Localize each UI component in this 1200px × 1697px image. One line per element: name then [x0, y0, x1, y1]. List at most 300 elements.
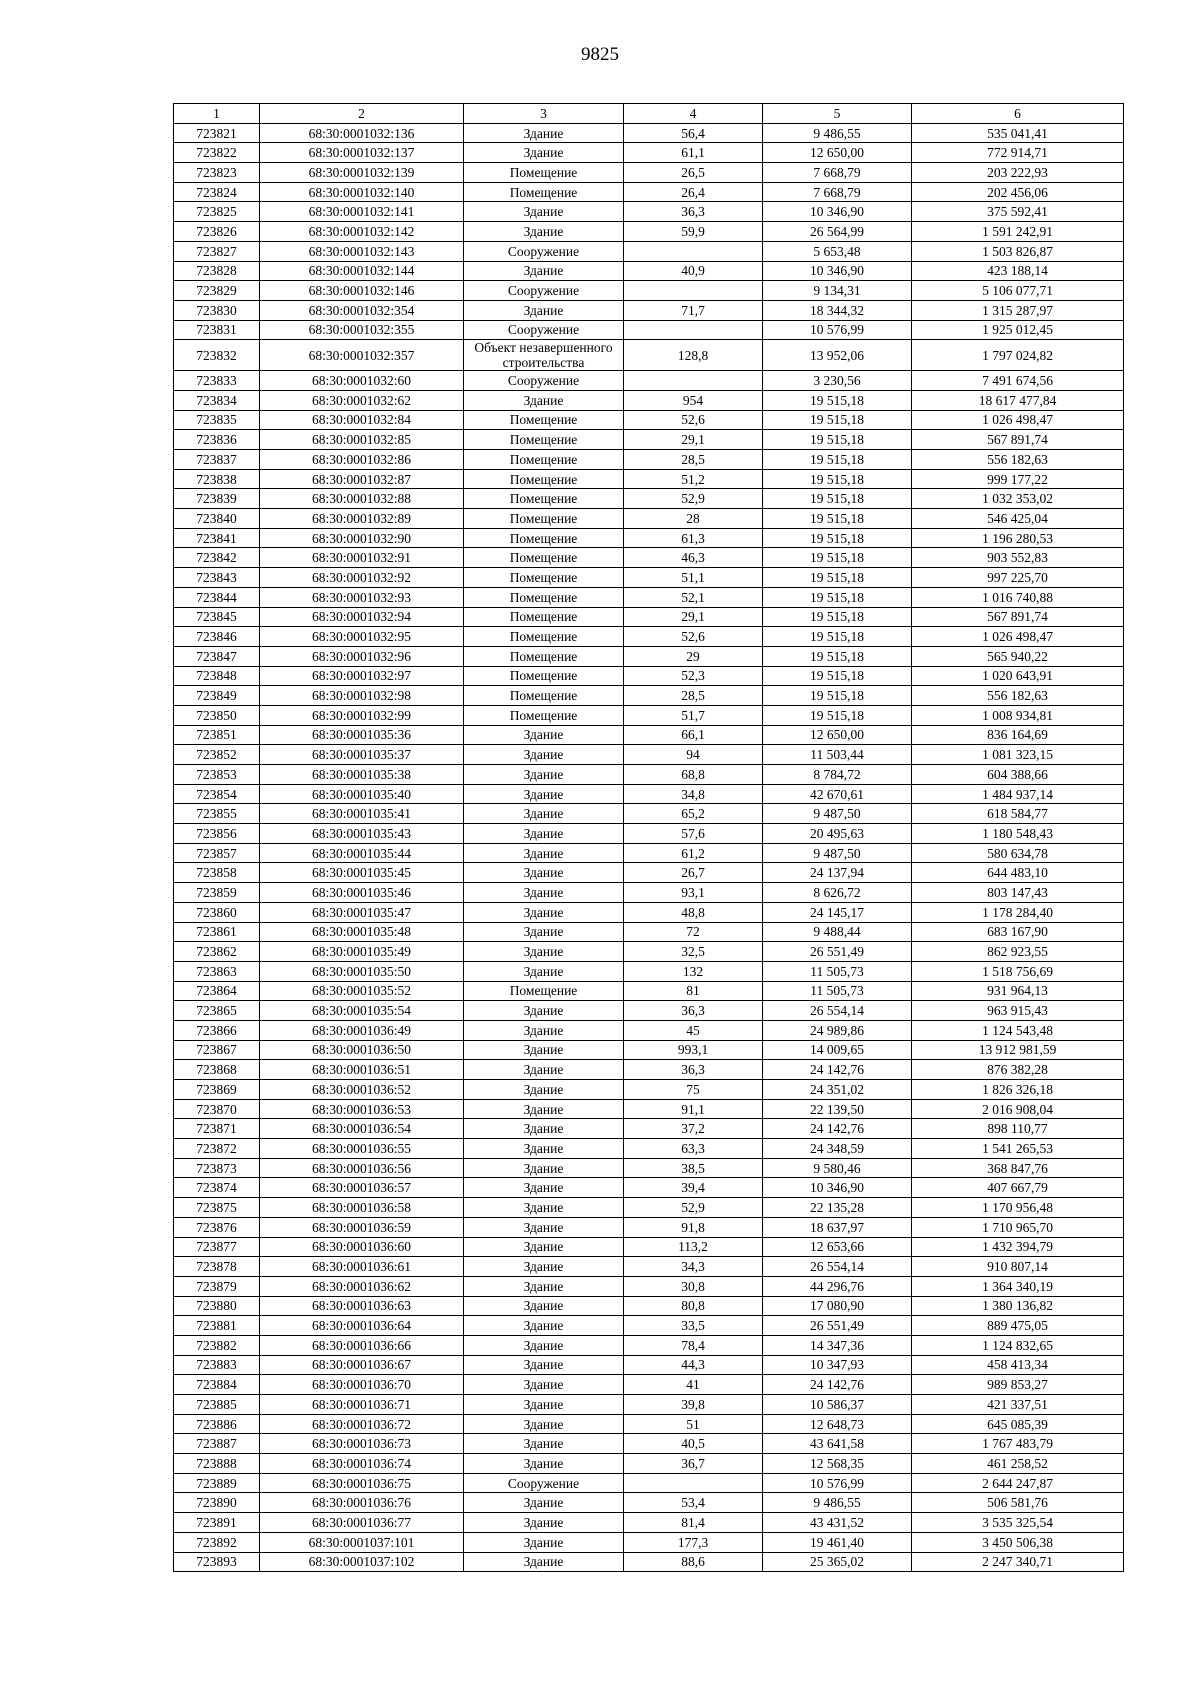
object-type-cell: Здание: [464, 1178, 624, 1198]
area-cell: 80,8: [624, 1296, 763, 1316]
specific-value-cell: 10 576,99: [763, 1473, 912, 1493]
cadastral-value-cell: 556 182,63: [912, 450, 1124, 470]
cadastral-value-cell: 407 667,79: [912, 1178, 1124, 1198]
cadastral-number-cell: 68:30:0001036:62: [260, 1276, 464, 1296]
object-type-cell: Здание: [464, 261, 624, 281]
table-row: [174, 587, 1124, 607]
row-number-cell: 723853: [174, 765, 260, 785]
row-number-cell: 723880: [174, 1296, 260, 1316]
table-row: [174, 1237, 1124, 1257]
cadastral-value-cell: 1 541 265,53: [912, 1139, 1124, 1159]
cadastral-number-cell: 68:30:0001036:51: [260, 1060, 464, 1080]
cadastral-number-cell: 68:30:0001035:44: [260, 843, 464, 863]
object-type-cell: Здание: [464, 1001, 624, 1021]
cadastral-value-cell: 546 425,04: [912, 509, 1124, 529]
cadastral-value-cell: 989 853,27: [912, 1375, 1124, 1395]
cadastral-value-cell: 556 182,63: [912, 686, 1124, 706]
row-number-cell: 723828: [174, 261, 260, 281]
specific-value-cell: 7 668,79: [763, 163, 912, 183]
object-type-cell: Помещение: [464, 430, 624, 450]
area-cell: [624, 241, 763, 261]
row-number-cell: 723888: [174, 1454, 260, 1474]
object-type-cell: Здание: [464, 222, 624, 242]
specific-value-cell: 14 347,36: [763, 1335, 912, 1355]
table-row: [174, 469, 1124, 489]
object-type-cell: Здание: [464, 1493, 624, 1513]
row-number-cell: 723847: [174, 646, 260, 666]
table-row: [174, 922, 1124, 942]
cadastral-value-cell: 1 484 937,14: [912, 784, 1124, 804]
area-cell: 28,5: [624, 450, 763, 470]
cadastral-value-cell: 1 008 934,81: [912, 705, 1124, 725]
table-row: [174, 666, 1124, 686]
object-type-cell: Здание: [464, 902, 624, 922]
area-cell: 993,1: [624, 1040, 763, 1060]
table-row: [174, 320, 1124, 340]
table-row: [174, 1552, 1124, 1572]
area-cell: 26,5: [624, 163, 763, 183]
cadastral-number-cell: 68:30:0001032:98: [260, 686, 464, 706]
object-type-cell: Здание: [464, 843, 624, 863]
table-row: [174, 1395, 1124, 1415]
specific-value-cell: 12 653,66: [763, 1237, 912, 1257]
cadastral-value-cell: 458 413,34: [912, 1355, 1124, 1375]
object-type-cell: Здание: [464, 784, 624, 804]
cadastral-value-cell: 1 710 965,70: [912, 1217, 1124, 1237]
table-row: [174, 1316, 1124, 1336]
cadastral-number-cell: 68:30:0001035:48: [260, 922, 464, 942]
specific-value-cell: 10 586,37: [763, 1395, 912, 1415]
cadastral-value-cell: 1 925 012,45: [912, 320, 1124, 340]
cadastral-value-cell: 1 503 826,87: [912, 241, 1124, 261]
specific-value-cell: 24 142,76: [763, 1119, 912, 1139]
area-cell: 51,2: [624, 469, 763, 489]
area-cell: 51: [624, 1414, 763, 1434]
area-cell: 56,4: [624, 123, 763, 143]
table-row: [174, 961, 1124, 981]
object-type-cell: Здание: [464, 202, 624, 222]
row-number-cell: 723842: [174, 548, 260, 568]
table-row: [174, 745, 1124, 765]
cadastral-value-cell: 618 584,77: [912, 804, 1124, 824]
cadastral-value-cell: 1 170 956,48: [912, 1198, 1124, 1218]
cadastral-value-cell: 1 591 242,91: [912, 222, 1124, 242]
cadastral-number-cell: 68:30:0001032:144: [260, 261, 464, 281]
area-cell: 45: [624, 1020, 763, 1040]
cadastral-value-cell: 368 847,76: [912, 1158, 1124, 1178]
table-row: [174, 340, 1124, 371]
row-number-cell: 723883: [174, 1355, 260, 1375]
row-number-cell: 723859: [174, 883, 260, 903]
row-number-cell: 723840: [174, 509, 260, 529]
cadastral-number-cell: 68:30:0001032:99: [260, 705, 464, 725]
row-number-cell: 723836: [174, 430, 260, 450]
object-type-cell: Помещение: [464, 410, 624, 430]
area-cell: 30,8: [624, 1276, 763, 1296]
cadastral-value-cell: 999 177,22: [912, 469, 1124, 489]
object-type-cell: Помещение: [464, 587, 624, 607]
specific-value-cell: 19 515,18: [763, 509, 912, 529]
table-row: [174, 686, 1124, 706]
cadastral-value-cell: 1 124 832,65: [912, 1335, 1124, 1355]
object-type-cell: Здание: [464, 1257, 624, 1277]
cadastral-number-cell: 68:30:0001036:66: [260, 1335, 464, 1355]
specific-value-cell: 11 503,44: [763, 745, 912, 765]
column-header: 2: [260, 104, 464, 124]
object-type-cell: Сооружение: [464, 281, 624, 301]
object-type-cell: Здание: [464, 863, 624, 883]
area-cell: 81: [624, 981, 763, 1001]
object-type-cell: Помещение: [464, 981, 624, 1001]
specific-value-cell: 19 515,18: [763, 489, 912, 509]
area-cell: 63,3: [624, 1139, 763, 1159]
cadastral-value-cell: 3 450 506,38: [912, 1532, 1124, 1552]
column-header: 1: [174, 104, 260, 124]
cadastral-value-cell: 1 315 287,97: [912, 300, 1124, 320]
row-number-cell: 723874: [174, 1178, 260, 1198]
row-number-cell: 723884: [174, 1375, 260, 1395]
row-number-cell: 723860: [174, 902, 260, 922]
specific-value-cell: 24 142,76: [763, 1375, 912, 1395]
row-number-cell: 723835: [174, 410, 260, 430]
cadastral-number-cell: 68:30:0001035:45: [260, 863, 464, 883]
cadastral-number-cell: 68:30:0001036:71: [260, 1395, 464, 1415]
table-row: [174, 450, 1124, 470]
specific-value-cell: 9 134,31: [763, 281, 912, 301]
row-number-cell: 723825: [174, 202, 260, 222]
specific-value-cell: 19 461,40: [763, 1532, 912, 1552]
row-number-cell: 723855: [174, 804, 260, 824]
area-cell: 39,8: [624, 1395, 763, 1415]
table-row: [174, 489, 1124, 509]
cadastral-number-cell: 68:30:0001036:67: [260, 1355, 464, 1375]
cadastral-number-cell: 68:30:0001032:62: [260, 390, 464, 410]
object-type-cell: Помещение: [464, 548, 624, 568]
table-row: [174, 300, 1124, 320]
cadastral-number-cell: 68:30:0001032:354: [260, 300, 464, 320]
specific-value-cell: 19 515,18: [763, 528, 912, 548]
area-cell: 61,1: [624, 143, 763, 163]
table-row: [174, 202, 1124, 222]
object-type-cell: Здание: [464, 390, 624, 410]
cadastral-number-cell: 68:30:0001035:46: [260, 883, 464, 903]
table-row: [174, 1513, 1124, 1533]
area-cell: 40,9: [624, 261, 763, 281]
cadastral-value-cell: 580 634,78: [912, 843, 1124, 863]
area-cell: 177,3: [624, 1532, 763, 1552]
cadastral-value-cell: 2 247 340,71: [912, 1552, 1124, 1572]
object-type-cell: Здание: [464, 765, 624, 785]
row-number-cell: 723826: [174, 222, 260, 242]
object-type-cell: Здание: [464, 1237, 624, 1257]
table-row: [174, 261, 1124, 281]
specific-value-cell: 42 670,61: [763, 784, 912, 804]
area-cell: 57,6: [624, 824, 763, 844]
object-type-cell: Здание: [464, 922, 624, 942]
object-type-cell: Здание: [464, 1395, 624, 1415]
area-cell: 36,3: [624, 1001, 763, 1021]
table-row: [174, 1375, 1124, 1395]
cadastral-number-cell: 68:30:0001036:58: [260, 1198, 464, 1218]
cadastral-value-cell: 565 940,22: [912, 646, 1124, 666]
cadastral-number-cell: 68:30:0001032:146: [260, 281, 464, 301]
cadastral-value-cell: 1 026 498,47: [912, 410, 1124, 430]
object-type-cell: Здание: [464, 824, 624, 844]
specific-value-cell: 24 989,86: [763, 1020, 912, 1040]
table-row: [174, 123, 1124, 143]
table-row: [174, 705, 1124, 725]
row-number-cell: 723834: [174, 390, 260, 410]
specific-value-cell: 43 641,58: [763, 1434, 912, 1454]
specific-value-cell: 24 137,94: [763, 863, 912, 883]
table-row: [174, 725, 1124, 745]
table-row: [174, 1473, 1124, 1493]
cadastral-value-cell: 2 016 908,04: [912, 1099, 1124, 1119]
specific-value-cell: 19 515,18: [763, 450, 912, 470]
row-number-cell: 723856: [174, 824, 260, 844]
column-header: 6: [912, 104, 1124, 124]
specific-value-cell: 19 515,18: [763, 410, 912, 430]
row-number-cell: 723841: [174, 528, 260, 548]
registry-table: [173, 103, 1124, 1572]
object-type-cell: Здание: [464, 1316, 624, 1336]
area-cell: 71,7: [624, 300, 763, 320]
cadastral-number-cell: 68:30:0001035:47: [260, 902, 464, 922]
row-number-cell: 723875: [174, 1198, 260, 1218]
specific-value-cell: 19 515,18: [763, 469, 912, 489]
object-type-cell: Здание: [464, 1532, 624, 1552]
row-number-cell: 723873: [174, 1158, 260, 1178]
object-type-cell: Здание: [464, 1080, 624, 1100]
row-number-cell: 723830: [174, 300, 260, 320]
cadastral-value-cell: 903 552,83: [912, 548, 1124, 568]
row-number-cell: 723868: [174, 1060, 260, 1080]
specific-value-cell: 19 515,18: [763, 568, 912, 588]
specific-value-cell: 12 650,00: [763, 143, 912, 163]
cadastral-value-cell: 1 124 543,48: [912, 1020, 1124, 1040]
row-number-cell: 723844: [174, 587, 260, 607]
table-row: [174, 1414, 1124, 1434]
area-cell: 46,3: [624, 548, 763, 568]
object-type-cell: Помещение: [464, 469, 624, 489]
table-row: [174, 222, 1124, 242]
cadastral-value-cell: 1 797 024,82: [912, 340, 1124, 371]
area-cell: 94: [624, 745, 763, 765]
row-number-cell: 723849: [174, 686, 260, 706]
specific-value-cell: 24 142,76: [763, 1060, 912, 1080]
specific-value-cell: 5 653,48: [763, 241, 912, 261]
row-number-cell: 723821: [174, 123, 260, 143]
table-row: [174, 1099, 1124, 1119]
cadastral-number-cell: 68:30:0001032:89: [260, 509, 464, 529]
area-cell: 29,1: [624, 430, 763, 450]
area-cell: [624, 371, 763, 391]
area-cell: [624, 281, 763, 301]
area-cell: 44,3: [624, 1355, 763, 1375]
cadastral-number-cell: 68:30:0001032:142: [260, 222, 464, 242]
specific-value-cell: 10 346,90: [763, 202, 912, 222]
cadastral-value-cell: 375 592,41: [912, 202, 1124, 222]
cadastral-number-cell: 68:30:0001032:92: [260, 568, 464, 588]
object-type-cell: Помещение: [464, 705, 624, 725]
row-number-cell: 723846: [174, 627, 260, 647]
area-cell: 52,1: [624, 587, 763, 607]
row-number-cell: 723865: [174, 1001, 260, 1021]
table-row: [174, 902, 1124, 922]
cadastral-number-cell: 68:30:0001032:94: [260, 607, 464, 627]
table-row: [174, 1217, 1124, 1237]
specific-value-cell: 22 135,28: [763, 1198, 912, 1218]
object-type-cell: Помещение: [464, 666, 624, 686]
row-number-cell: 723871: [174, 1119, 260, 1139]
cadastral-value-cell: 1 026 498,47: [912, 627, 1124, 647]
object-type-cell: Здание: [464, 942, 624, 962]
cadastral-number-cell: 68:30:0001036:52: [260, 1080, 464, 1100]
table-row: [174, 843, 1124, 863]
cadastral-value-cell: 889 475,05: [912, 1316, 1124, 1336]
table-row: [174, 981, 1124, 1001]
object-type-cell: Помещение: [464, 528, 624, 548]
specific-value-cell: 19 515,18: [763, 705, 912, 725]
cadastral-value-cell: 803 147,43: [912, 883, 1124, 903]
cadastral-value-cell: 1 767 483,79: [912, 1434, 1124, 1454]
area-cell: 36,3: [624, 1060, 763, 1080]
specific-value-cell: 7 668,79: [763, 182, 912, 202]
table-row: [174, 1178, 1124, 1198]
cadastral-value-cell: 506 581,76: [912, 1493, 1124, 1513]
cadastral-value-cell: 567 891,74: [912, 430, 1124, 450]
object-type-cell: Помещение: [464, 607, 624, 627]
object-type-cell: Сооружение: [464, 320, 624, 340]
object-type-cell: Помещение: [464, 509, 624, 529]
specific-value-cell: 19 515,18: [763, 587, 912, 607]
cadastral-value-cell: 1 081 323,15: [912, 745, 1124, 765]
cadastral-number-cell: 68:30:0001035:36: [260, 725, 464, 745]
cadastral-number-cell: 68:30:0001036:49: [260, 1020, 464, 1040]
row-number-cell: 723827: [174, 241, 260, 261]
cadastral-number-cell: 68:30:0001035:41: [260, 804, 464, 824]
specific-value-cell: 8 784,72: [763, 765, 912, 785]
area-cell: 59,9: [624, 222, 763, 242]
cadastral-value-cell: 604 388,66: [912, 765, 1124, 785]
row-number-cell: 723872: [174, 1139, 260, 1159]
page-number: 9825: [581, 44, 619, 65]
cadastral-number-cell: 68:30:0001032:60: [260, 371, 464, 391]
area-cell: 36,3: [624, 202, 763, 222]
cadastral-number-cell: 68:30:0001032:355: [260, 320, 464, 340]
table-row: [174, 1454, 1124, 1474]
object-type-cell: Помещение: [464, 182, 624, 202]
row-number-cell: 723823: [174, 163, 260, 183]
cadastral-number-cell: 68:30:0001032:143: [260, 241, 464, 261]
object-type-cell: Здание: [464, 1060, 624, 1080]
area-cell: 29,1: [624, 607, 763, 627]
object-type-cell: Помещение: [464, 489, 624, 509]
cadastral-number-cell: 68:30:0001032:93: [260, 587, 464, 607]
cadastral-number-cell: 68:30:0001032:139: [260, 163, 464, 183]
cadastral-number-cell: 68:30:0001032:88: [260, 489, 464, 509]
cadastral-number-cell: 68:30:0001036:63: [260, 1296, 464, 1316]
row-number-cell: 723891: [174, 1513, 260, 1533]
area-cell: 34,3: [624, 1257, 763, 1277]
area-cell: 52,6: [624, 627, 763, 647]
header-row: [174, 104, 1124, 124]
row-number-cell: 723822: [174, 143, 260, 163]
area-cell: 38,5: [624, 1158, 763, 1178]
cadastral-value-cell: 1 826 326,18: [912, 1080, 1124, 1100]
cadastral-number-cell: 68:30:0001036:75: [260, 1473, 464, 1493]
specific-value-cell: 26 554,14: [763, 1001, 912, 1021]
table-row: [174, 1158, 1124, 1178]
cadastral-number-cell: 68:30:0001036:64: [260, 1316, 464, 1336]
object-type-cell: Здание: [464, 1158, 624, 1178]
row-number-cell: 723848: [174, 666, 260, 686]
specific-value-cell: 25 365,02: [763, 1552, 912, 1572]
area-cell: 52,3: [624, 666, 763, 686]
specific-value-cell: 19 515,18: [763, 627, 912, 647]
cadastral-value-cell: 423 188,14: [912, 261, 1124, 281]
object-type-cell: Здание: [464, 1276, 624, 1296]
cadastral-value-cell: 644 483,10: [912, 863, 1124, 883]
area-cell: [624, 1473, 763, 1493]
area-cell: 93,1: [624, 883, 763, 903]
cadastral-number-cell: 68:30:0001037:101: [260, 1532, 464, 1552]
table-row: [174, 863, 1124, 883]
cadastral-value-cell: 931 964,13: [912, 981, 1124, 1001]
area-cell: 65,2: [624, 804, 763, 824]
table-row: [174, 390, 1124, 410]
row-number-cell: 723832: [174, 340, 260, 371]
cadastral-number-cell: 68:30:0001036:73: [260, 1434, 464, 1454]
cadastral-number-cell: 68:30:0001037:102: [260, 1552, 464, 1572]
table-row: [174, 1493, 1124, 1513]
object-type-cell: Помещение: [464, 627, 624, 647]
specific-value-cell: 26 551,49: [763, 1316, 912, 1336]
table-row: [174, 1532, 1124, 1552]
cadastral-value-cell: 1 032 353,02: [912, 489, 1124, 509]
object-type-cell: Здание: [464, 1099, 624, 1119]
area-cell: 52,9: [624, 1198, 763, 1218]
row-number-cell: 723851: [174, 725, 260, 745]
specific-value-cell: 3 230,56: [763, 371, 912, 391]
cadastral-number-cell: 68:30:0001035:54: [260, 1001, 464, 1021]
table-row: [174, 1080, 1124, 1100]
specific-value-cell: 44 296,76: [763, 1276, 912, 1296]
cadastral-value-cell: 862 923,55: [912, 942, 1124, 962]
specific-value-cell: 26 564,99: [763, 222, 912, 242]
cadastral-number-cell: 68:30:0001035:50: [260, 961, 464, 981]
specific-value-cell: 22 139,50: [763, 1099, 912, 1119]
area-cell: 113,2: [624, 1237, 763, 1257]
object-type-cell: Помещение: [464, 686, 624, 706]
area-cell: 91,8: [624, 1217, 763, 1237]
cadastral-value-cell: 2 644 247,87: [912, 1473, 1124, 1493]
area-cell: 72: [624, 922, 763, 942]
row-number-cell: 723881: [174, 1316, 260, 1336]
cadastral-number-cell: 68:30:0001036:72: [260, 1414, 464, 1434]
object-type-cell: Здание: [464, 300, 624, 320]
specific-value-cell: 19 515,18: [763, 666, 912, 686]
specific-value-cell: 11 505,73: [763, 961, 912, 981]
row-number-cell: 723887: [174, 1434, 260, 1454]
specific-value-cell: 19 515,18: [763, 607, 912, 627]
cadastral-number-cell: 68:30:0001032:357: [260, 340, 464, 371]
cadastral-number-cell: 68:30:0001032:91: [260, 548, 464, 568]
area-cell: 41: [624, 1375, 763, 1395]
cadastral-value-cell: 1 196 280,53: [912, 528, 1124, 548]
object-type-cell: Здание: [464, 1434, 624, 1454]
object-type-cell: Здание: [464, 1020, 624, 1040]
